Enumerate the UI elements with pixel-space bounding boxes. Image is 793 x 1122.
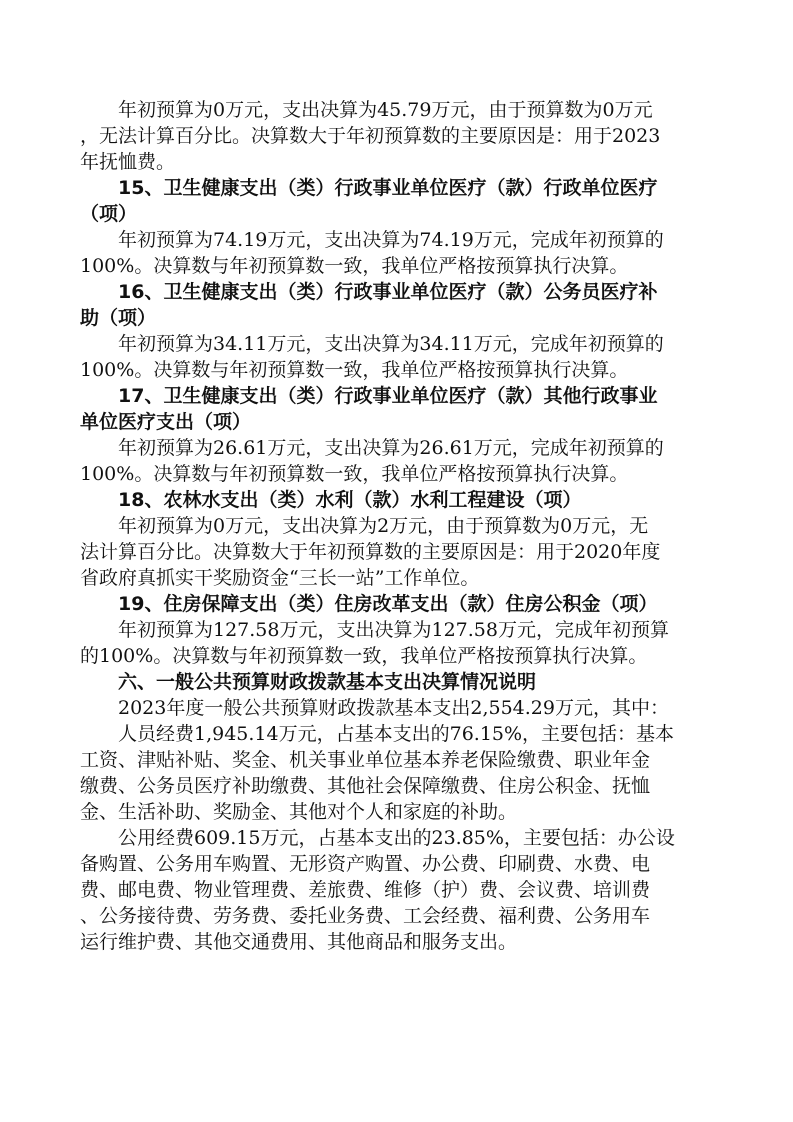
section-heading-15-cont: （项） xyxy=(80,203,138,225)
paragraph-line: 备购置、公务用车购置、无形资产购置、办公费、印刷费、水费、电 xyxy=(80,853,651,875)
paragraph-line: 2023年度一般公共预算财政拨款基本支出2,554.29万元，其中： xyxy=(118,697,669,719)
paragraph-line: 年初预算为0万元，支出决算为2万元，由于预算数为0万元，无 xyxy=(118,515,649,537)
section-heading-19: 19、住房保障支出（类）住房改革支出（款）住房公积金（项） xyxy=(118,593,658,615)
paragraph-line: 公用经费609.15万元，占基本支出的23.85%，主要包括：办公设 xyxy=(118,827,675,849)
paragraph-line: 人员经费1,945.14万元，占基本支出的76.15%，主要包括：基本 xyxy=(118,723,675,745)
paragraph-line: 年初预算为34.11万元，支出决算为34.11万元，完成年初预算的 xyxy=(118,333,664,355)
paragraph-line: 缴费、公务员医疗补助缴费、其他社会保障缴费、住房公积金、抚恤 xyxy=(80,775,651,797)
paragraph-line: 年初预算为26.61万元，支出决算为26.61万元，完成年初预算的 xyxy=(118,437,664,459)
paragraph-line: 法计算百分比。决算数大于年初预算数的主要原因是：用于2020年度 xyxy=(80,541,661,563)
section-heading-15: 15、卫生健康支出（类）行政事业单位医疗（款）行政单位医疗 xyxy=(118,177,658,199)
section-heading-16: 16、卫生健康支出（类）行政事业单位医疗（款）公务员医疗补 xyxy=(118,281,658,303)
document-body xyxy=(0,97,793,955)
paragraph-line: 省政府真抓实干奖励资金“三长一站”工作单位。 xyxy=(80,567,480,589)
paragraph-line: 100%。决算数与年初预算数一致，我单位严格按预算执行决算。 xyxy=(80,463,629,485)
section-heading-6: 六、一般公共预算财政拨款基本支出决算情况说明 xyxy=(118,671,537,693)
paragraph-line: 运行维护费、其他交通费用、其他商品和服务支出。 xyxy=(80,931,518,953)
paragraph-line: 年初预算为0万元，支出决算为45.79万元，由于预算数为0万元 xyxy=(118,99,653,121)
paragraph-line: ，无法计算百分比。决算数大于年初预算数的主要原因是：用于2023 xyxy=(80,125,661,147)
paragraph-line: 100%。决算数与年初预算数一致，我单位严格按预算执行决算。 xyxy=(80,255,629,277)
paragraph-line: 工资、津贴补贴、奖金、机关事业单位基本养老保险缴费、职业年金 xyxy=(80,749,651,771)
section-heading-16-cont: 助（项） xyxy=(80,307,157,329)
paragraph-line: 100%。决算数与年初预算数一致，我单位严格按预算执行决算。 xyxy=(80,359,629,381)
paragraph-line: 费、邮电费、物业管理费、差旅费、维修（护）费、会议费、培训费 xyxy=(80,879,651,901)
paragraph-line: 的100%。决算数与年初预算数一致，我单位严格按预算执行决算。 xyxy=(80,645,648,667)
paragraph-line: 金、生活补助、奖励金、其他对个人和家庭的补助。 xyxy=(80,801,518,823)
paragraph-line: 、公务接待费、劳务费、委托业务费、工会经费、福利费、公务用车 xyxy=(80,905,651,927)
section-heading-18: 18、农林水支出（类）水利（款）水利工程建设（项） xyxy=(118,489,582,511)
paragraph-line: 年抚恤费。 xyxy=(80,151,176,173)
paragraph-line: 年初预算为74.19万元，支出决算为74.19万元，完成年初预算的 xyxy=(118,229,664,251)
section-heading-17: 17、卫生健康支出（类）行政事业单位医疗（款）其他行政事业 xyxy=(118,385,658,407)
paragraph-line: 年初预算为127.58万元，支出决算为127.58万元，完成年初预算 xyxy=(118,619,669,641)
section-heading-17-cont: 单位医疗支出（项） xyxy=(80,411,252,433)
